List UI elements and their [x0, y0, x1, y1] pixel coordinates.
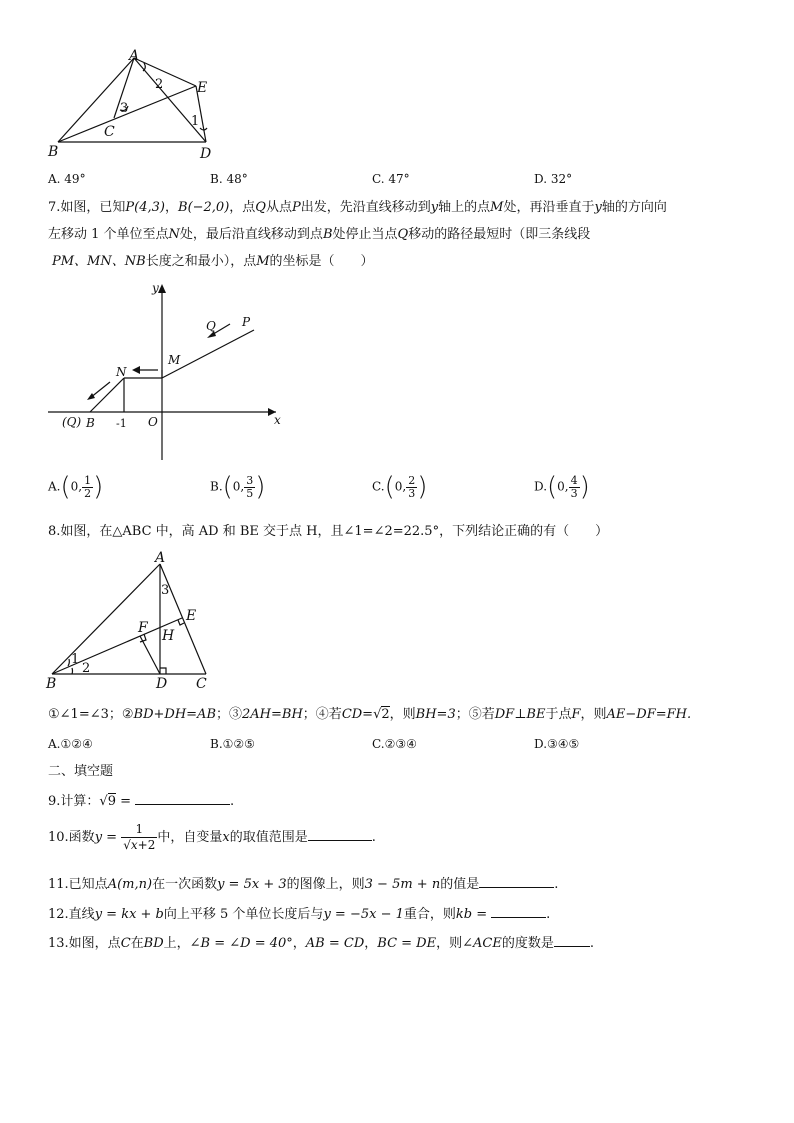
q6-figure: [44, 46, 234, 164]
paren-open: (: [547, 472, 558, 502]
section-heading: 二、填空题: [48, 764, 114, 779]
q8-statements: [48, 706, 691, 724]
q7-label-O: O: [148, 415, 158, 429]
q7-segments: PM、MN、NB: [52, 254, 146, 269]
statement-text: ，则: [580, 707, 607, 722]
q6-label-B: B: [48, 144, 59, 160]
q13-math: C: [120, 936, 131, 951]
q8-option-b: B.①②⑤: [210, 737, 255, 751]
q7-label-B: B: [86, 416, 95, 430]
q10-var: x: [222, 830, 230, 845]
q11-text: 的图像上，则: [286, 877, 365, 892]
denominator: 5: [246, 486, 254, 500]
q12-answer-blank[interactable]: [491, 905, 546, 918]
q8-label-F: F: [138, 620, 148, 636]
statement-text: ；④若: [302, 707, 342, 722]
q8-angle-2: 2: [82, 661, 91, 676]
q8-option-d: D.③④⑤: [534, 737, 580, 751]
fraction: [569, 475, 580, 500]
q10: 10.函数y = $\frac{1}{√x+2}$ 中，自变量x的取值范围是 .: [48, 822, 376, 852]
q7-tick-minus1: -1: [116, 417, 127, 430]
q6-option-d: D. 32°: [534, 172, 573, 186]
q10-text: 10.函数: [48, 830, 95, 845]
q8-label-A: A: [155, 550, 166, 566]
statement-text: 于点: [545, 707, 572, 722]
q11-text: 在一次函数: [152, 877, 218, 892]
q7-text: 左移动 1 个单位至点: [48, 227, 169, 242]
q6-label-C: C: [104, 124, 115, 140]
q10-fraction: [121, 822, 157, 853]
option-label: D.: [534, 479, 548, 494]
paren-open: (: [60, 472, 71, 502]
q7-option-d: [534, 474, 590, 500]
q7-text: 长度之和最小），点: [145, 254, 257, 269]
statement-text: ①∠1=∠3；②: [48, 707, 134, 722]
fraction: [406, 475, 417, 500]
fraction: [244, 475, 255, 500]
q7-point-b: B(−2,0): [178, 200, 230, 215]
q8-label-C: C: [196, 676, 207, 692]
option-value: 0,: [557, 479, 569, 494]
q6-angle-2: 2: [155, 77, 164, 92]
q7-text: ，: [165, 200, 179, 215]
statement-math: DF⊥BE: [494, 707, 546, 722]
q13-math: BD: [143, 936, 164, 951]
q7-label-QB: (Q): [62, 415, 82, 429]
q13-text: 上，: [163, 936, 190, 951]
statement-text: ；③: [216, 707, 243, 722]
q7-option-b: [210, 474, 265, 500]
statement-text: ，则: [389, 707, 416, 722]
q9-equals: =: [115, 794, 132, 809]
q7-axis-y-label: y: [152, 281, 159, 295]
option-label: A.: [48, 479, 61, 494]
q6-label-E: E: [197, 80, 208, 96]
q13-text: 的度数是: [501, 936, 554, 951]
paren-close: ): [417, 472, 428, 502]
q13: 13.如图，点C在BD上，∠B = ∠D = 40°，AB = CD，BC = DE，则∠ACE的度数是 .: [48, 936, 594, 951]
q12: 12.直线y = kx + b向上平移 5 个单位长度后与y = −5x − 1重合，则kb = .: [48, 907, 551, 922]
numerator: 2: [408, 473, 416, 487]
q10-equals: =: [102, 830, 122, 845]
statement-math: CD=: [341, 707, 374, 722]
q7-text: 如图，已知: [60, 200, 126, 215]
q7-var: Q: [255, 200, 266, 215]
q8-label-B: B: [46, 676, 57, 692]
sqrt-symbol: √: [99, 794, 108, 809]
q6-angle-3: 3: [120, 101, 129, 116]
denominator: 2: [84, 486, 92, 500]
q8-figure: [44, 546, 224, 694]
statement-math: F: [571, 707, 581, 722]
q7-text: 从点: [265, 200, 292, 215]
numerator: 3: [246, 473, 254, 487]
q6-option-a: A. 49°: [48, 172, 86, 186]
numerator: 1: [84, 473, 92, 487]
q7-option-c: [372, 474, 427, 500]
q13-math: BC = DE: [377, 936, 437, 951]
q7-number: 7.: [48, 200, 61, 215]
q7-line-3: [52, 253, 374, 271]
q11-math: y = 5x + 3: [217, 877, 287, 892]
q7-var: B: [322, 227, 333, 242]
q13-math: ∠ACE: [462, 936, 502, 951]
q6-angle-1: 1: [191, 114, 200, 129]
statement-math: BH=3: [415, 707, 456, 722]
q8-angle-3: 3: [161, 583, 170, 598]
numerator: 1: [121, 822, 157, 838]
q7-var: N: [168, 227, 180, 242]
paren-close: ): [93, 472, 104, 502]
q7-label-Q: Q: [206, 319, 216, 333]
q7-text: 轴上的点: [438, 200, 491, 215]
q7-text: 移动的路径最短时（即三条线段: [408, 227, 591, 242]
q8-label-H: H: [162, 628, 175, 644]
paren-close: ): [255, 472, 266, 502]
q7-label-M: M: [168, 353, 181, 367]
q11-text: 11.已知点: [48, 877, 108, 892]
q7-var: Q: [397, 227, 409, 242]
q12-math: kb =: [455, 907, 488, 922]
option-value: 0,: [394, 479, 407, 494]
q10-text: 的取值范围是: [229, 830, 308, 845]
q7-point-p: P(4,3): [125, 200, 165, 215]
q11: 11.已知点A(m,n)在一次函数y = 5x + 3的图像上，则3 − 5m + n的值是 .: [48, 877, 559, 892]
q6-label-A: A: [129, 48, 140, 64]
option-label: C.: [372, 479, 385, 494]
q7-label-P: P: [242, 315, 251, 329]
q7-var: P: [291, 200, 301, 215]
den-var: x: [130, 838, 138, 852]
q12-math: y = kx + b: [94, 907, 164, 922]
q11-math: 3 − 5m + n: [364, 877, 441, 892]
q7-var: y: [594, 200, 602, 215]
sqrt-radicand: 9: [107, 794, 116, 809]
q7-line-2: [48, 226, 590, 244]
q8-option-c: C.②③④: [372, 737, 417, 751]
numerator: 4: [570, 473, 578, 487]
q11-answer-blank[interactable]: [479, 875, 554, 888]
paren-close: ): [579, 472, 590, 502]
q7-axis-x-label: x: [274, 413, 281, 427]
q7-text: 处停止当点: [332, 227, 398, 242]
q7-text: 的坐标是（ ）: [269, 254, 374, 269]
q13-answer-blank[interactable]: [554, 934, 590, 947]
den-rest: +2: [137, 838, 156, 852]
q13-text: ，: [292, 936, 306, 951]
q8-question: 8.如图，在△ABC 中，高 AD 和 BE 交于点 H，且∠1=∠2=22.5°，下列结论正确的有（ ）: [48, 524, 609, 539]
q7-var: y: [430, 200, 439, 215]
q7-label-N: N: [116, 365, 127, 379]
q6-option-c: C. 47°: [372, 172, 410, 186]
q6-option-b: B. 48°: [210, 172, 248, 186]
q11-text: 的值是: [440, 877, 480, 892]
sqrt-symbol: √: [373, 707, 382, 722]
q7-option-a: [48, 474, 103, 500]
q9: 9.计算：√9 = .: [48, 794, 235, 809]
statement-text: ；⑤若: [455, 707, 495, 722]
q7-text: ，点: [229, 200, 256, 215]
statement-math: BD+DH=AB: [133, 707, 216, 722]
q11-math: A(m,n): [107, 877, 153, 892]
q13-math: AB = CD: [305, 936, 365, 951]
q12-text: 重合，则: [403, 907, 456, 922]
q7-figure: [44, 278, 294, 464]
q7-text: 处，最后沿直线移动到点: [179, 227, 323, 242]
q7-var: M: [490, 200, 504, 215]
statement-math: AE−DF=FH.: [606, 707, 692, 722]
q13-text: 在: [130, 936, 144, 951]
statement-math: 2AH=BH: [242, 707, 303, 722]
q13-text: 13.如图，点: [48, 936, 121, 951]
denominator: √x+2: [123, 838, 156, 852]
q10-text: 中，自变量: [157, 830, 223, 845]
q8-label-E: E: [186, 608, 197, 624]
q10-var: y: [94, 830, 103, 845]
q12-text: 12.直线: [48, 907, 95, 922]
option-label: B.: [210, 479, 223, 494]
q13-text: ，则: [436, 936, 463, 951]
q7-line-1: [48, 199, 667, 217]
q8-angle-1: 1: [71, 652, 80, 667]
q6-label-D: D: [200, 146, 212, 162]
option-value: 0,: [70, 479, 83, 494]
sqrt-radicand: 2: [381, 707, 390, 722]
paren-open: (: [222, 472, 233, 502]
q7-text: 轴的方向向: [601, 200, 667, 215]
q7-text: 处，再沿垂直于: [503, 200, 595, 215]
q12-text: 向上平移 5 个单位长度后与: [163, 907, 324, 922]
q10-answer-blank[interactable]: [308, 828, 372, 841]
q13-math: ∠B = ∠D = 40°: [189, 936, 293, 951]
q13-text: ，: [364, 936, 378, 951]
q9-text: 9.计算：: [48, 794, 100, 809]
q7-text: 出发，先沿直线移动到: [300, 200, 431, 215]
q8-option-a: A.①②④: [48, 737, 93, 751]
paren-open: (: [384, 472, 395, 502]
q12-math: y = −5x − 1: [323, 907, 404, 922]
q7-var: M: [256, 254, 270, 269]
denominator: 3: [408, 486, 416, 500]
option-value: 0,: [232, 479, 245, 494]
denominator: 3: [570, 486, 578, 500]
q9-answer-blank[interactable]: [135, 792, 230, 805]
q8-label-D: D: [156, 676, 168, 692]
fraction: [82, 475, 93, 500]
